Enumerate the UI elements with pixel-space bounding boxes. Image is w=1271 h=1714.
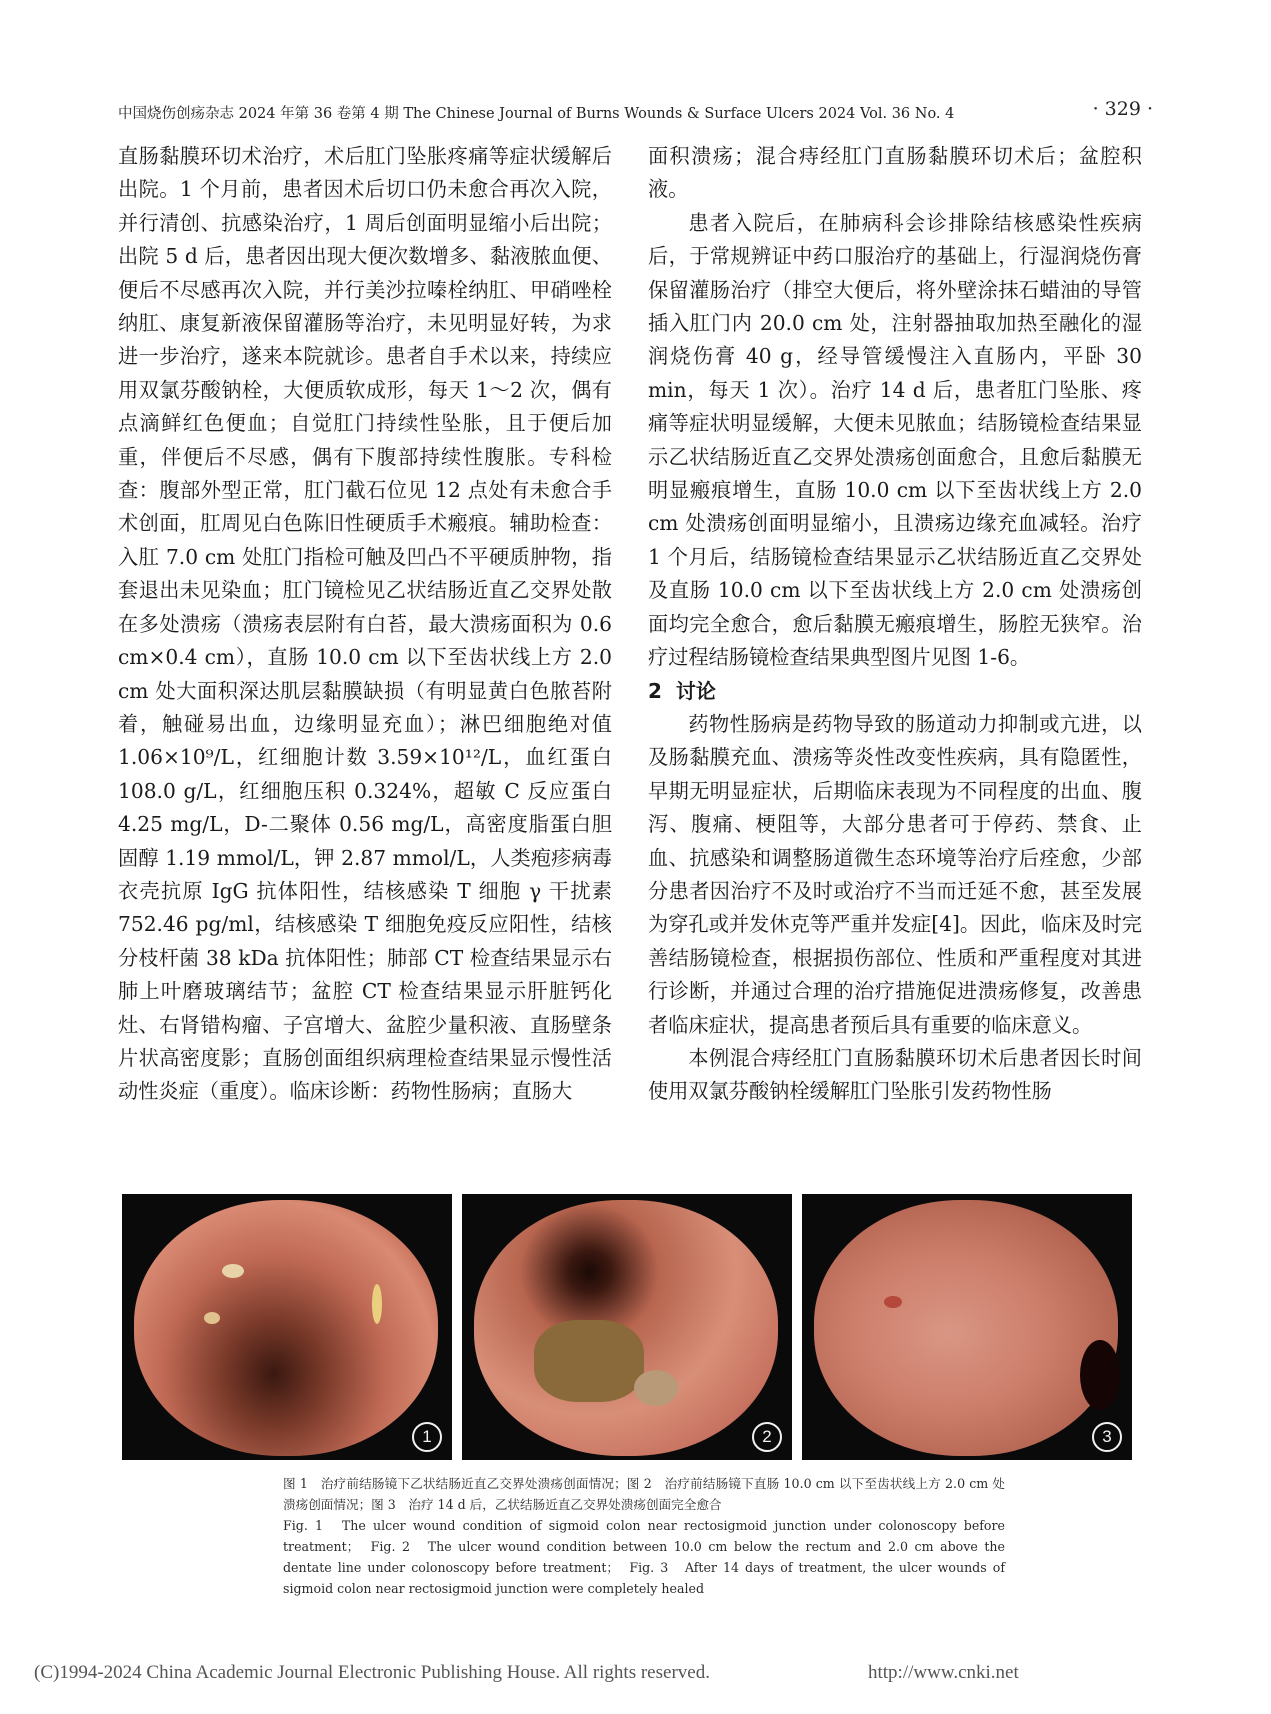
ulcer-spot — [372, 1284, 382, 1324]
section-title: 讨论 — [675, 678, 716, 703]
endoscopy-image-1 — [122, 1194, 452, 1460]
treatment-paragraph: 患者入院后，在肺病科会诊排除结核感染性疾病后，于常规辨证中药口服治疗的基础上，行湿润烧伤膏保留灌肠治疗（排空大便后，将外壁涂抹石蜡油的导管插入肛门内 20.0 cm 处，注射器抽取加热至融化的湿润烧伤膏 40 g，经导管缓慢注入直肠内，平卧 30 min，每天 1 次）。治疗 14 d 后，患者肛门坠胀、疼痛等症状明显缓解，大便未见脓血；结肠镜检查结果显示乙状结肠近直乙交界处溃疡创面愈合，且愈后黏膜无明显瘢痕增生，直肠 10.0 cm 以下至齿状线上方 2.0 cm 处溃疡创面明显缩小，且溃疡边缘充血减轻。治疗 1 个月后，结肠镜检查结果显示乙状结肠近直乙交界处及直肠 10.0 cm 以下至齿状线上方 2.0 cm 处溃疡创面均完全愈合，愈后黏膜无瘢痕增生，肠腔无狭窄。治疗过程结肠镜检查结果典型图片见图 1-6。 — [648, 210, 1142, 670]
running-header — [118, 98, 1153, 124]
ulcer-area — [634, 1370, 678, 1406]
discussion-paragraph: 药物性肠病是药物导致的肠道动力抑制或亢进，以及肠黏膜充血、溃疡等炎性改变性疾病，具有隐匿性，早期无明显症状，后期临床表现为不同程度的出血、腹泻、腹痛、梗阻等，大部分患者可于停药、禁食、止血、抗感染和调整肠道微生态环境等治疗后痊愈，少部分患者因治疗不及时或治疗不当而迁延不愈，甚至发展为穿孔或并发休克等严重并发症[4]。因此，临床及时完善结肠镜检查，根据损伤部位、性质和严重程度对其进行诊断，并通过合理的治疗措施促进溃疡修复，改善患者临床症状，提高患者预后具有重要的临床意义。 — [648, 711, 1142, 1037]
figure-number: 1 — [412, 1422, 442, 1452]
lumen-opening — [1080, 1340, 1120, 1410]
footer — [34, 1662, 1244, 1702]
figure-panel — [122, 1194, 1154, 1460]
case-paragraph: 直肠黏膜环切术治疗，术后肛门坠胀疼痛等症状缓解后出院。1 个月前，患者因术后切口仍未愈合再次入院，并行清创、抗感染治疗，1 周后创面明显缩小后出院；出院 5 d 后，患者因出现大便次数增多、黏液脓血便、便后不尽感再次入院，并行美沙拉嗪栓纳肛、甲硝唑栓纳肛、康复新液保留灌肠等治疗，未见明显好转，为求进一步治疗，遂来本院就诊。患者自手术以来，持续应用双氯芬酸钠栓，大便质软成形，每天 1～2 次，偶有点滴鲜红色便血；自觉肛门持续性坠胀，且于便后加重，伴便后不尽感，偶有下腹部持续性腹胀。专科检查：腹部外型正常，肛门截石位见 12 点处有未愈合手术创面，肛周见白色陈旧性硬质手术瘢痕。辅助检查：入肛 7.0 cm 处肛门指检可触及凹凸不平硬质肿物，指套退出未见染血；肛门镜检见乙状结肠近直乙交界处散在多处溃疡（溃疡表层附有白苔，最大溃疡面积为 0.6 cm×0.4 cm），直肠 10.0 cm 以下至齿状线上方 2.0 cm 处大面积深达肌层黏膜缺损（有明显黄白色脓苔附着，触碰易出血，边缘明显充血）；淋巴细胞绝对值 1.06×10⁹/L，红细胞计数 3.59×10¹²/L，血红蛋白 108.0 g/L，红细胞压积 0.324%，超敏 C 反应蛋白 4.25 mg/L，D-二聚体 0.56 mg/L，高密度脂蛋白胆固醇 1.19 mmol/L，钾 2.87 mmol/L，人类疱疹病毒衣壳抗原 IgG 抗体阳性，结核感染 T 细胞 γ 干扰素 752.46 pg/ml，结核感染 T 细胞免疫反应阳性，结核分枝杆菌 38 kDa 抗体阳性；肺部 CT 检查结果显示右肺上叶磨玻璃结节；盆腔 CT 检查结果显示肝脏钙化灶、右肾错构瘤、子宫增大、盆腔少量积液、直肠壁条片状高密度影；直肠创面组织病理检查结果显示慢性活动性炎症（重度）。临床诊断：药物性肠病；直肠大 — [118, 144, 612, 1104]
copyright-notice: (C)1994-2024 China Academic Journal Electronic Publishing House. All rights reserved. — [34, 1662, 710, 1683]
left-column — [118, 140, 612, 1109]
colon-lumen — [134, 1200, 438, 1456]
page-number: · 329 · — [1092, 98, 1153, 120]
endoscopy-image-2 — [462, 1194, 792, 1460]
caption-english: Fig. 1 The ulcer wound condition of sigmoid colon near rectosigmoid junction under colonoscopy before treatment； Fig. 2 The ulcer wound condition between 10.0 cm below the rectum and 2.0 cm above the dentate line under colonoscopy before treatment； Fig. 3 After 14 days of treatment, the ulcer wounds of sigmoid colon near rectosigmoid junction were completely healed — [283, 1518, 1005, 1596]
section-heading — [648, 675, 1142, 708]
colon-lumen — [474, 1200, 778, 1456]
colon-lumen — [814, 1200, 1118, 1456]
healed-spot — [884, 1296, 902, 1308]
right-column — [648, 140, 1142, 1109]
section-number: 2 — [648, 678, 662, 703]
diagnosis-continuation: 面积溃疡；混合痔经肛门直肠黏膜环切术后；盆腔积液。 — [648, 144, 1142, 202]
figure-number: 2 — [752, 1422, 782, 1452]
figure-number: 3 — [1092, 1422, 1122, 1452]
ulcer-spot — [204, 1312, 220, 1324]
endoscopy-image-3 — [802, 1194, 1132, 1460]
discussion-paragraph-2: 本例混合痔经肛门直肠黏膜环切术后患者因长时间使用双氯芬酸钠栓缓解肛门坠胀引发药物性肠 — [648, 1045, 1142, 1104]
caption-chinese: 图 1 治疗前结肠镜下乙状结肠近直乙交界处溃疡创面情况；图 2 治疗前结肠镜下直肠 10.0 cm 以下至齿状线上方 2.0 cm 处溃疡创面情况；图 3 治疗 14 d 后，乙状结肠近直乙交界处溃疡创面完全愈合 — [283, 1476, 1005, 1512]
figure-caption — [283, 1473, 1005, 1599]
ulcer-spot — [222, 1264, 244, 1278]
journal-info: 中国烧伤创疡杂志 2024 年第 36 卷第 4 期 The Chinese Journal of Burns Wounds & Surface Ulcers 2024 Vol. 36 No. 4 — [118, 106, 955, 122]
footer-url[interactable]: http://www.cnki.net — [868, 1662, 1019, 1683]
ulcer-area — [534, 1320, 644, 1402]
